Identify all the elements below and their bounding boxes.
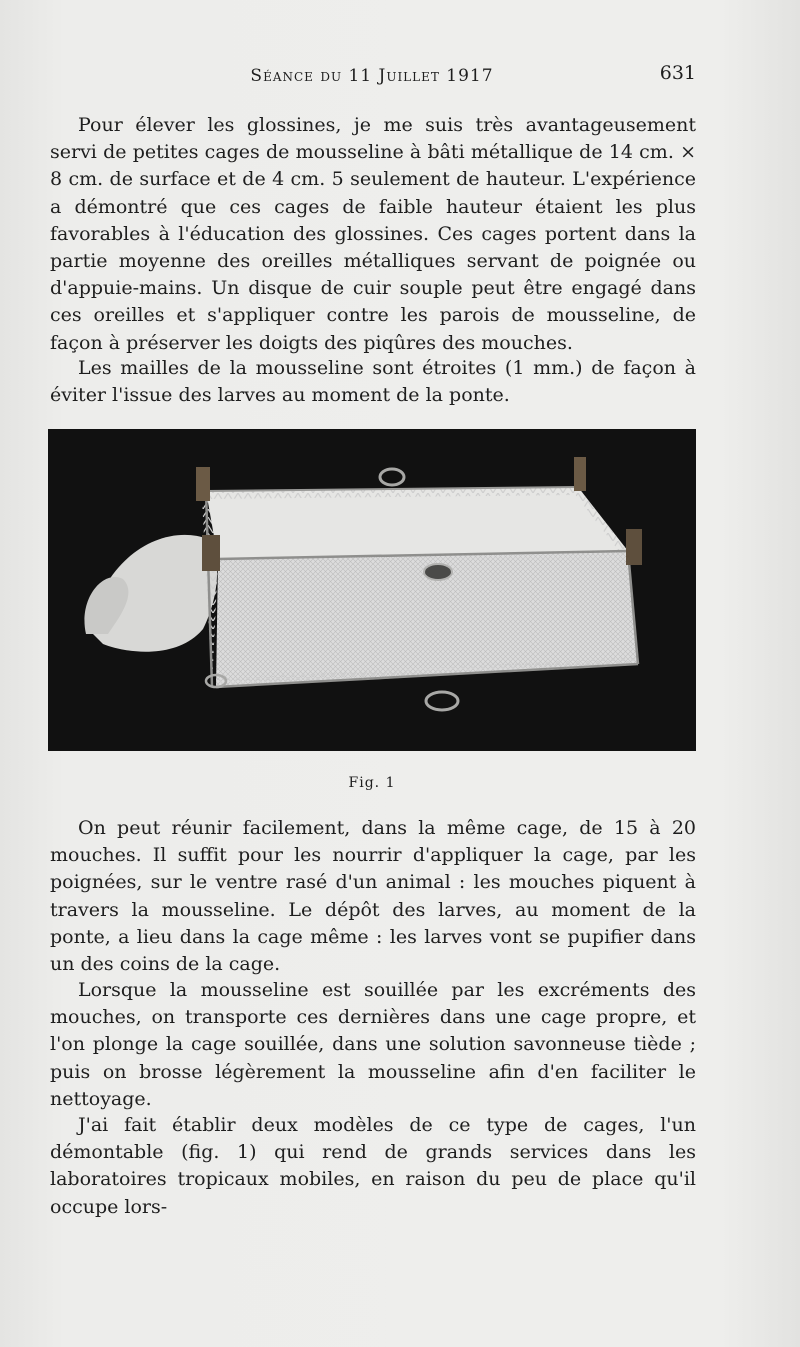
paragraph-4: Lorsque la mousseline est souillée par les excréments des mouches, on transporte ces dernières dans une cage propre, et l'on plonge la cage souillée, dans une solution savonneuse tiède ; puis on brosse légèrement la mousseline afin d'en faciliter le nettoyage. <box>50 979 696 1110</box>
running-header <box>48 62 696 92</box>
figure-caption: Fig. 1 <box>348 775 396 791</box>
paragraph-3: On peut réunir facilement, dans la même cage, de 15 à 20 mouches. Il suffit pour les nourrir d'appliquer la cage, par les poignées, sur le ventre rasé d'un animal : les mouches piquent à travers la mousseline. Le dépôt des larves, au moment de la ponte, a lieu dans la cage même : les larves vont se pupifier dans un des coins de la cage. <box>50 817 696 976</box>
figure-photo-cage <box>48 429 696 751</box>
paragraph-2: Les mailles de la mousseline sont étroites (1 mm.) de façon à éviter l'issue des larves au moment de la ponte. <box>50 357 696 407</box>
cage-photograph <box>48 429 696 751</box>
page-number: 631 <box>659 62 696 84</box>
paragraph-5: J'ai fait établir deux modèles de ce type de cages, l'un démontable (fig. 1) qui rend de grands services dans les laboratoires tropicaux mobiles, en raison du peu de place qu'il occupe lors- <box>50 1114 696 1218</box>
paragraph-1: Pour élever les glossines, je me suis très avantageusement servi de petites cages de mousseline à bâti métallique de 14 cm. × 8 cm. de surface et de 4 cm. 5 seulement de hauteur. L'expérience a démontré que ces cages de faible hauteur étaient les plus favorables à l'éducation des glossines. Ces cages portent dans la partie moyenne des oreilles métalliques servant de poignée ou d'appuie-mains. Un disque de cuir souple peut être engagé dans ces oreilles et s'appliquer contre les parois de mousseline, de façon à préserver les doigts des piqûres des mouches. <box>50 114 696 354</box>
running-title: Séance du 11 Juillet 1917 <box>250 66 494 86</box>
